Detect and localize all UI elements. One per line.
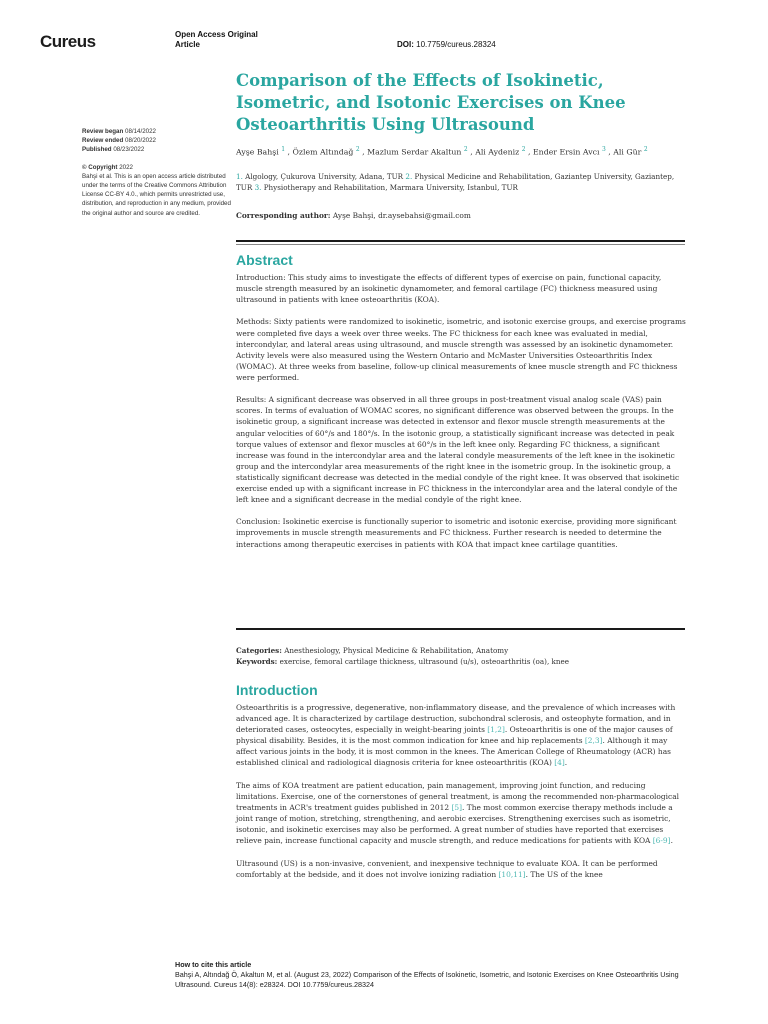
affil-num: 3. xyxy=(254,183,262,192)
how-to-cite xyxy=(175,960,705,990)
introduction-body xyxy=(236,702,688,891)
how-to-cite-heading: How to cite this article xyxy=(175,960,252,969)
header-doi xyxy=(397,40,496,49)
keywords xyxy=(236,656,688,667)
copyright-year: 2022 xyxy=(119,163,133,171)
author-sup: 1 xyxy=(281,146,286,153)
article-meta xyxy=(236,645,688,667)
author[interactable]: Ali Gür xyxy=(613,147,642,157)
corresponding-author xyxy=(236,210,686,221)
citation-link[interactable]: [2,3] xyxy=(584,736,603,746)
date-label: Review began xyxy=(82,128,124,135)
date-review-began xyxy=(82,127,232,136)
keywords-label: Keywords: xyxy=(236,657,278,666)
author-sup: 2 xyxy=(355,146,360,153)
categories-label: Categories: xyxy=(236,646,282,655)
introduction-heading: Introduction xyxy=(236,682,318,698)
intro-paragraph xyxy=(236,702,688,769)
text-run: . The US of the knee xyxy=(525,869,603,879)
categories xyxy=(236,645,688,656)
article-type xyxy=(175,30,258,50)
text-run: . Although it may affect various joints in the body, it is most common in the knees. The American College of Rheumatology (ACR) has established clinical and radiological diagnosis criteria for knee osteoarthritis (KOA) xyxy=(236,736,671,768)
citation-link[interactable]: [5] xyxy=(451,802,463,812)
date-value: 08/23/2022 xyxy=(113,146,145,154)
citation-link[interactable]: [6-9] xyxy=(652,836,671,846)
author-sup: 2 xyxy=(643,146,648,153)
text-run: . The most common exercise therapy methods include a joint range of motion, stretching, strengthening, and aerobic exercises. Strengthening exercises such as isometric, isotonic, and isokinetic exercises may also be performed. A great number of studies have reported that exercises relieve pain, increase functional capacity and muscle strength, and reduce medications for patients with KOA xyxy=(236,802,673,846)
text-run: The aims of KOA treatment are patient education, pain management, improving joint function, and reducing limitations. Exercise, one of the cornerstones of general treatment, is among the recommended non-pharmacological treatments in ACR's treatment guides published in 2012 xyxy=(236,780,680,812)
text-run: Osteoarthritis is a progressive, degenerative, non-inflammatory disease, and the prevalence of which increases with advanced age. It is characterized by cartilage destruction, subchondral sclerosis, and osteophyte formation, and in deteriorated cases, osteocytes, especially in weight-bearing joints xyxy=(236,703,676,735)
author-sup: 2 xyxy=(521,146,526,153)
abstract-conclusion: Conclusion: Isokinetic exercise is functionally superior to isometric and isotonic exercise, providing more significant improvements in muscle strength measurements and FC thickness. Further research is needed to determine the interactions among therapeutic exercises in patients with KOA that impact knee cartilage quantities. xyxy=(236,517,677,549)
date-value: 08/20/2022 xyxy=(125,137,156,145)
affil-text: Physiotherapy and Rehabilitation, Marmara University, Istanbul, TUR xyxy=(263,183,518,192)
date-review-ended xyxy=(82,136,232,145)
license-text: Bahşi et al. This is an open access article distributed under the terms of the Creative Commons Attribution License CC-BY 4.0., which permits unrestricted use, distribution, and reproduction in any medium, provided the original author and source are credited. xyxy=(82,172,231,217)
author[interactable]: Ayşe Bahşi xyxy=(236,147,279,157)
text-run: . xyxy=(564,758,568,768)
copyright-label: © Copyright xyxy=(82,163,118,171)
text-run: Ultrasound (US) is a non-invasive, convenient, and inexpensive technique to evaluate KOA. It can be performed comfortably at the bedside, and it does not involve ionizing radiation xyxy=(236,858,658,879)
abstract-introduction: Introduction: This study aims to investigate the effects of different types of exercise on pain, functional capacity, muscle strength measured by an isokinetic dynamometer, and femoral cartilage (FC) thickness measured using ultrasound in patients with knee osteoarthritis (KOA). xyxy=(236,273,662,305)
date-value: 08/14/2022 xyxy=(125,128,156,135)
keywords-value: exercise, femoral cartilage thickness, ultrasound (u/s), osteoarthritis (oa), knee xyxy=(279,657,570,666)
author[interactable]: Ender Ersin Avcı xyxy=(532,147,600,157)
journal-logo[interactable]: Cureus xyxy=(40,32,96,51)
how-to-cite-text: Bahşi A, Altındağ Ö, Akaltun M, et al. (August 23, 2022) Comparison of the Effects of Isokinetic, Isometric, and Isotonic Exercises on Knee Osteoarthritis Using Ultrasound. Cureus 14(8): e28324. DOI 10.7759/cureus.28324 xyxy=(175,970,679,989)
intro-paragraph xyxy=(236,780,688,847)
author-sup: 3 xyxy=(602,146,606,153)
categories-value[interactable]: Anesthesiology, Physical Medicine & Rehabilitation, Anatomy xyxy=(284,646,509,655)
affil-text: Physical Medicine and Rehabilitation, Gaziantep University, Gaziantep, TUR xyxy=(236,172,675,192)
author[interactable]: Ali Aydeniz xyxy=(475,147,520,157)
article-type-line2: Article xyxy=(175,40,200,49)
abstract-heading: Abstract xyxy=(236,252,293,268)
author-sup: 2 xyxy=(463,146,468,153)
date-label: Review ended xyxy=(82,137,124,145)
affil-num: 2. xyxy=(405,172,413,181)
affil-text: Algology, Çukurova University, Adana, TUR xyxy=(245,172,404,181)
affiliations xyxy=(236,171,686,193)
sidebar xyxy=(82,127,232,218)
affil-num: 1. xyxy=(236,172,243,181)
intro-paragraph xyxy=(236,858,688,880)
abstract-results: Results: A significant decrease was observed in all three groups in post-treatment visual analog scale (VAS) pain scores. In terms of evaluation of WOMAC scores, no significant difference was observed between the groups. In the isokinetic group, a significant increase was detected in extensor and flexor muscle strength measurements at the angular velocities of 60°/s and 180°/s. In the isotonic group, a statistically significant increase was detected in peak torque values of extensor and flexor muscles at 60°/s in the left knee only. Regarding FC thickness, a significant increase was found in the intercondylar area and the lateral condyle measurements of the left knee in the isokinetic group and the intercondylar area measurements of the right knee in the isometric group. In the isokinetic group, a statistically significant decrease was detected in the medial condyle of the right knee. It was observed that isokinetic exercise ended up with a significant increase in FC thickness in the intercondylar area and the lateral condyle of the left knee and a significant decrease in the medial condyle of the right knee. xyxy=(236,395,680,505)
divider xyxy=(236,244,685,245)
citation-link[interactable]: [10,11] xyxy=(498,869,526,879)
abstract-body xyxy=(236,272,688,561)
date-label: Published xyxy=(82,146,112,154)
corresponding-text[interactable]: Ayşe Bahşi, dr.aysebahsi@gmail.com xyxy=(332,211,471,220)
article-title: Comparison of the Effects of Isokinetic, Isometric, and Isotonic Exercises on Knee Osteoarthritis Using Ultrasound xyxy=(236,71,626,134)
author[interactable]: Özlem Altındağ xyxy=(292,147,354,157)
divider xyxy=(236,240,685,242)
date-published xyxy=(82,145,232,154)
text-run: . xyxy=(670,836,673,846)
article-type-line1: Open Access Original xyxy=(175,30,258,39)
doi-value[interactable]: 10.7759/cureus.28324 xyxy=(416,40,496,49)
doi-label: DOI: xyxy=(397,40,414,49)
author-list: Ayşe Bahşi $^1$ , Özlem Altındağ $^2$ , Mazlum Serdar Akaltun $^2$ , Ali Aydeniz $^2$ , Ender Ersin Avcı $^3$ , Ali Gür $^2$ xyxy=(236,146,648,157)
abstract-methods: Methods: Sixty patients were randomized to isokinetic, isometric, and isotonic exercise groups, and exercise programs were completed five days a week over three weeks. The FC thickness for each knee was evaluated in medial, intercondylar, and lateral areas using ultrasound, and muscle strength was assessed by an isokinetic dynamometer. Activity levels were also measured using the Western Ontario and McMaster Universities Osteoarthritis Index (WOMAC). At three weeks from baseline, follow-up clinical measurements of knee muscle strength and FC thickness were performed. xyxy=(236,317,686,382)
citation-link[interactable]: [4] xyxy=(554,758,565,768)
text-run: . Osteoarthritis is one of the major causes of physical disability. Besides, it is the most common indication for knee and hip replacements xyxy=(236,725,673,746)
corresponding-label: Corresponding author: xyxy=(236,211,331,220)
divider xyxy=(236,628,685,630)
copyright xyxy=(82,163,232,172)
citation-link[interactable]: [1,2] xyxy=(487,725,505,735)
author[interactable]: Mazlum Serdar Akaltun xyxy=(367,147,462,157)
